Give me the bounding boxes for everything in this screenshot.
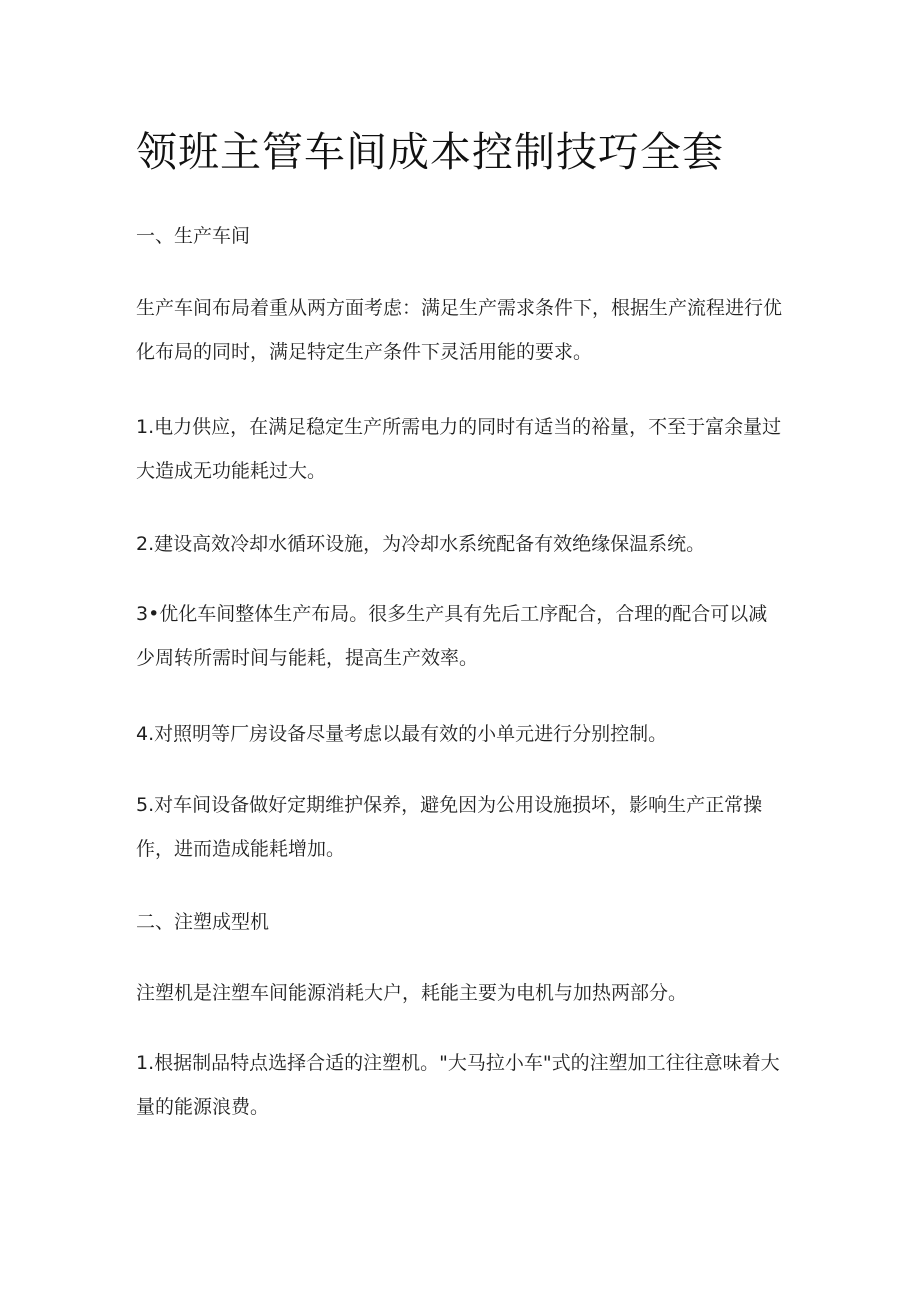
section-1-item-5: 5.对车间设备做好定期维护保养，避免因为公用设施损坏，影响生产正常操作，进而造成能耗增加。	[136, 794, 763, 860]
section-1-heading: 一、生产车间	[136, 225, 251, 247]
section-2-item-1: 1.根据制品特点选择合适的注塑机。"大马拉小车"式的注塑加工往往意味着大量的能源浪费。	[136, 1052, 780, 1118]
section-1-intro-paragraph: 生产车间布局着重从两方面考虑：满足生产需求条件下，根据生产流程进行优化布局的同时，满足特定生产条件下灵活用能的要求。	[136, 297, 783, 363]
section-1-item-3: 3•优化车间整体生产布局。很多生产具有先后工序配合，合理的配合可以减少周转所需时间与能耗，提高生产效率。	[136, 603, 768, 669]
section-2-intro-paragraph: 注塑机是注塑车间能源消耗大户，耗能主要为电机与加热两部分。	[136, 982, 688, 1004]
section-1-item-1: 1.电力供应，在满足稳定生产所需电力的同时有适当的裕量，不至于富余量过大造成无功能耗过大。	[136, 416, 782, 482]
document-title: 领班主管车间成本控制技巧全套	[136, 128, 724, 176]
section-1-item-4: 4.对照明等厂房设备尽量考虑以最有效的小单元进行分别控制。	[136, 723, 668, 745]
section-2-heading: 二、注塑成型机	[136, 911, 270, 933]
section-1-item-2: 2.建设高效冷却水循环设施，为冷却水系统配备有效绝缘保温系统。	[136, 533, 706, 555]
